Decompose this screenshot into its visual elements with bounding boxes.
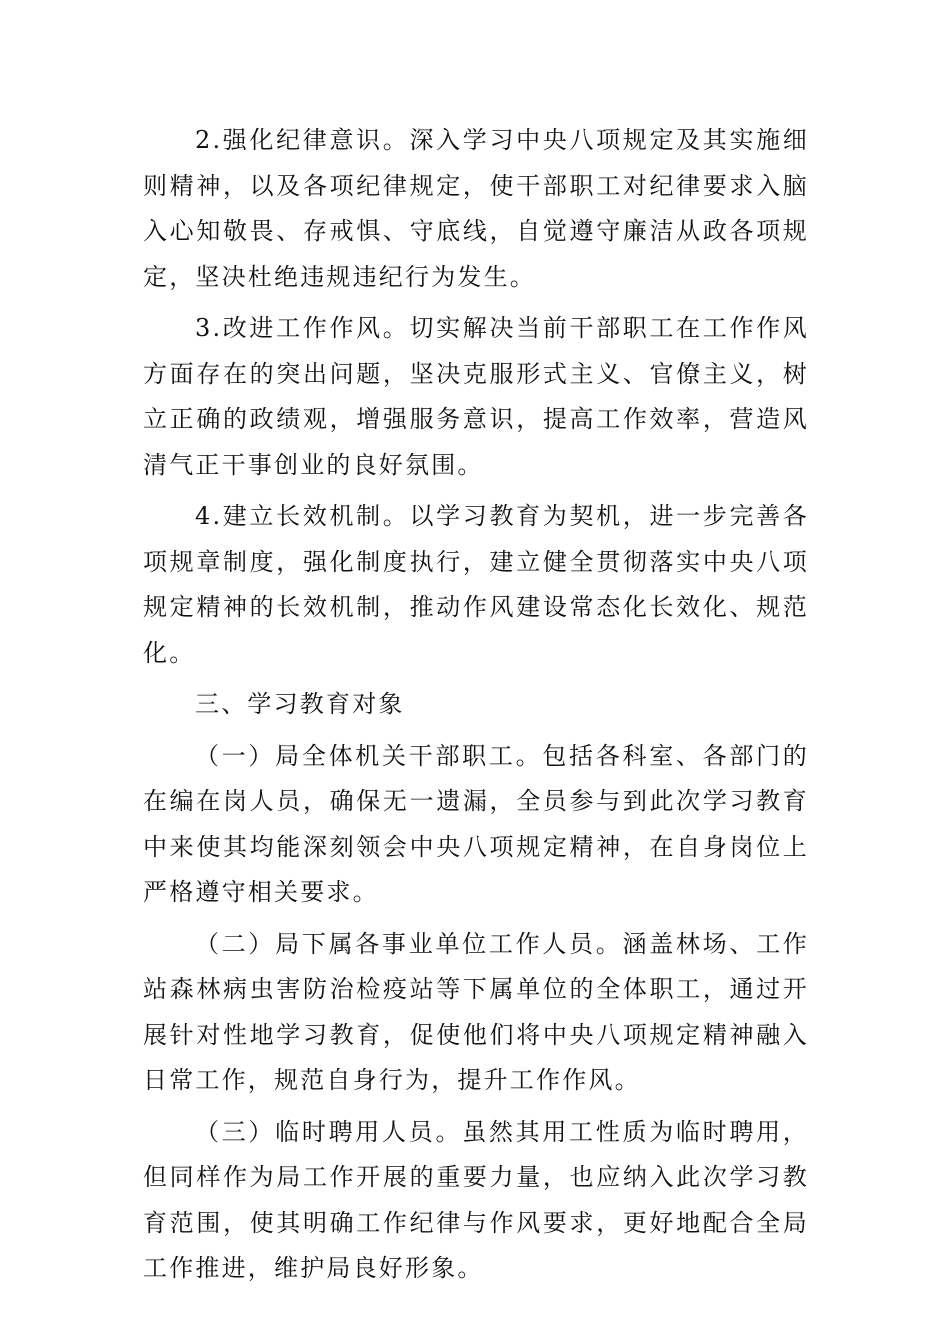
item-lead: （一）局全体机关干部职工。: [195, 741, 543, 770]
paragraph-text: 深入学习中央八项规定及其实施细则精神，以及各项纪律规定，使干部职工对纪律要求入脑入心知敬畏、存戒惧、守底线，自觉遵守廉洁从政各项规定，坚决杜绝违规违纪行为发生。: [143, 126, 810, 291]
item-temporary-staff: [143, 1110, 809, 1292]
section-heading: 三、学习教育对象: [195, 690, 405, 718]
item-text: 涵盖林场、工作站森林病虫害防治检疫站等下属单位的全体职工，通过开展针对性地学习教育，促使他们将中央八项规定精神融入日常工作，规范自身行为，提升工作作风。: [143, 929, 809, 1094]
paragraph-text: 以学习教育为契机，进一步完善各项规章制度，强化制度执行，建立健全贯彻落实中央八项规定精神的长效机制，推动作风建设常态化长效化、规范化。: [143, 502, 810, 667]
paragraph-lead: 4.建立长效机制。: [195, 502, 410, 530]
item-text: 虽然其用工性质为临时聘用，但同样作为局工作开展的重要力量，也应纳入此次学习教育范围，使其明确工作纪律与作风要求，更好地配合全局工作推进，维护局良好形象。: [143, 1117, 809, 1282]
paragraph-text: 切实解决当前干部职工在工作作风方面存在的突出问题，坚决克服形式主义、官僚主义，树立正确的政绩观，增强服务意识，提高工作效率，营造风清气正干事创业的良好氛围。: [143, 314, 810, 479]
paragraph-lead: 3.改进工作作风。: [195, 314, 410, 342]
paragraph-discipline-awareness: [143, 118, 809, 300]
item-lead: （二）局下属各事业单位工作人员。: [195, 929, 623, 958]
paragraph-lead: 2.强化纪律意识。: [195, 126, 410, 154]
document-body: [143, 118, 809, 1292]
paragraph-work-style: [143, 306, 809, 488]
item-subordinate-units: [143, 922, 809, 1104]
item-text: 包括各科室、各部门的在编在岗人员，确保无一遗漏，全员参与到此次学习教育中来使其均能深刻领会中央八项规定精神，在自身岗位上严格遵守相关要求。: [143, 741, 810, 906]
paragraph-long-term-mechanism: [143, 494, 809, 676]
item-staff: [143, 734, 809, 916]
item-lead: （三）临时聘用人员。: [195, 1117, 463, 1146]
